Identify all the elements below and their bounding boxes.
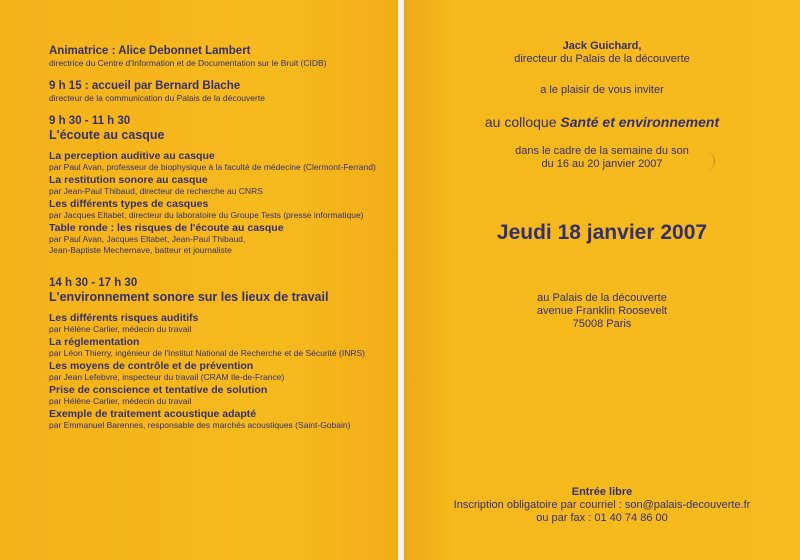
item-title: La perception auditive au casque xyxy=(49,150,215,162)
accueil-block xyxy=(49,79,394,104)
afternoon-session xyxy=(49,276,394,431)
item-title: Les différents risques auditifs xyxy=(49,312,199,324)
item-speaker: par Emmanuel Barennes, responsable des marchés acoustiques (Saint-Gobain) xyxy=(49,420,351,430)
accueil-title: 9 h 15 : accueil par Bernard Blache xyxy=(49,80,241,92)
item-speaker: par Hélène Carlier, médecin du travail xyxy=(49,396,192,406)
item-title: Exemple de traitement acoustique adapté xyxy=(49,408,257,420)
item-title: Les différents types de casques xyxy=(49,198,209,210)
session-item xyxy=(49,336,394,359)
registration-block xyxy=(404,486,800,525)
address-block xyxy=(404,292,800,331)
item-speaker: par Hélène Carlier, médecin du travail xyxy=(49,324,192,334)
session-item xyxy=(49,360,394,383)
item-title: Table ronde : les risques de l'écoute au casque xyxy=(49,222,284,234)
host-name: Jack Guichard, xyxy=(562,40,642,52)
item-speaker: par Paul Avan, professeur de biophysique à la faculté de médecine (Clermont-Ferrand) xyxy=(49,162,376,172)
session-item xyxy=(49,198,394,221)
afternoon-time: 14 h 30 - 17 h 30 xyxy=(49,277,138,289)
item-speaker: par Jean Lefebvre, inspecteur du travail (CRAM Ile-de-France) xyxy=(49,372,285,382)
colloque-line xyxy=(404,114,800,131)
cadre-block xyxy=(404,145,800,171)
morning-time: 9 h 30 - 11 h 30 xyxy=(49,115,131,127)
host-role: directeur du Palais de la découverte xyxy=(514,53,690,65)
item-title: La restitution sonore au casque xyxy=(49,174,208,186)
host-block xyxy=(404,40,800,66)
item-title: Prise de conscience et tentative de solution xyxy=(49,384,268,396)
item-title: Les moyens de contrôle et de prévention xyxy=(49,360,254,372)
animatrice-block xyxy=(49,44,394,69)
session-item xyxy=(49,150,394,173)
address-line1: au Palais de la découverte xyxy=(537,292,667,304)
invite-line: a le plaisir de vous inviter xyxy=(540,84,664,96)
fax-line: ou par fax : 01 40 74 86 00 xyxy=(536,512,668,524)
programme xyxy=(49,44,394,441)
item-speaker-continued: Jean-Baptiste Mechernave, batteur et journaliste xyxy=(49,245,232,255)
morning-session xyxy=(49,114,394,256)
session-item xyxy=(49,222,394,256)
colloque-title: Santé et environnement xyxy=(560,114,720,130)
event-date: Jeudi 18 janvier 2007 xyxy=(496,221,708,244)
animatrice-title: Animatrice : Alice Debonnet Lambert xyxy=(49,45,251,57)
item-title: La réglementation xyxy=(49,336,140,348)
address-line2: avenue Franklin Roosevelt xyxy=(536,305,668,317)
colloque-prefix: au colloque xyxy=(484,114,561,130)
cadre-line2: du 16 au 20 janvier 2007 xyxy=(541,158,663,170)
session-item xyxy=(49,408,394,431)
item-speaker: par Jacques Eltabet, directeur du laboratoire du Groupe Tests (presse informatique) xyxy=(49,210,364,220)
item-speaker: par Paul Avan, Jacques Eltabet, Jean-Paul Thibaud, xyxy=(49,234,246,244)
inscription-line: Inscription obligatoire par courriel : son@palais-decouverte.fr xyxy=(453,499,751,511)
address-line3: 75008 Paris xyxy=(572,318,632,330)
morning-theme: L'écoute au casque xyxy=(49,128,165,142)
session-item xyxy=(49,384,394,407)
accueil-role: directeur de la communication du Palais de la découverte xyxy=(49,93,265,103)
item-speaker: par Jean-Paul Thibaud, directeur de recherche au CNRS xyxy=(49,186,263,196)
animatrice-role: directrice du Centre d'Information et de Documentation sur le Bruit (CIDB) xyxy=(49,58,327,68)
cadre-line1: dans le cadre de la semaine du son xyxy=(515,145,689,157)
afternoon-theme: L'environnement sonore sur les lieux de travail xyxy=(49,290,329,304)
entree-libre: Entrée libre xyxy=(571,486,633,498)
session-item xyxy=(49,174,394,197)
item-speaker: par Léon Thierry, ingénieur de l'Institut National de Recherche et de Sécurité (INRS) xyxy=(49,348,365,358)
session-item xyxy=(49,312,394,335)
